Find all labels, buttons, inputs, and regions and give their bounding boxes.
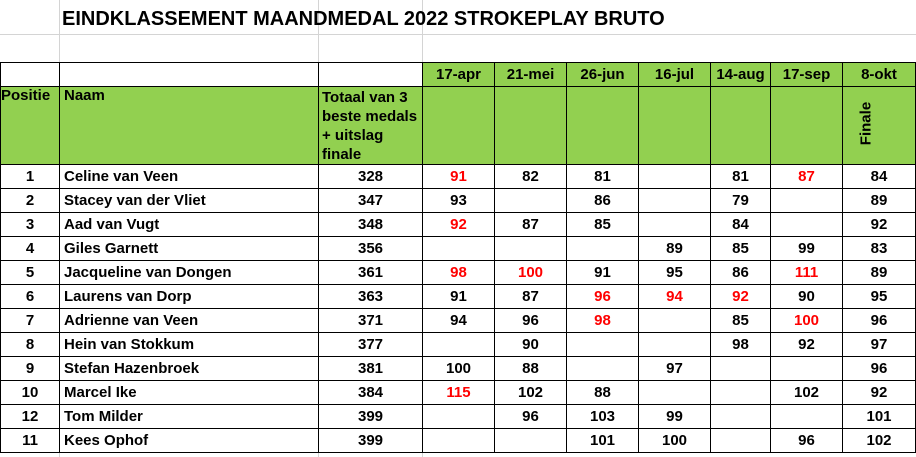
score-cell[interactable] — [567, 237, 639, 261]
score-cell[interactable]: 96 — [567, 285, 639, 309]
date-header[interactable]: 26-jun — [567, 63, 639, 87]
score-cell[interactable] — [639, 309, 711, 333]
total-cell[interactable]: 361 — [319, 261, 423, 285]
score-cell[interactable]: 81 — [711, 165, 771, 189]
positie-header[interactable]: Positie — [1, 87, 60, 165]
score-cell[interactable]: 96 — [495, 309, 567, 333]
total-cell[interactable]: 328 — [319, 165, 423, 189]
totaal-header[interactable]: Totaal van 3 beste medals + uitslag finale — [319, 87, 423, 165]
score-cell[interactable]: 90 — [771, 285, 843, 309]
score-cell[interactable] — [423, 429, 495, 453]
empty-header-cell[interactable] — [639, 87, 711, 165]
score-cell[interactable]: 92 — [771, 333, 843, 357]
score-cell[interactable] — [771, 405, 843, 429]
score-cell[interactable]: 92 — [423, 213, 495, 237]
table-row — [1, 189, 916, 213]
score-cell[interactable]: 94 — [639, 285, 711, 309]
score-cell[interactable]: 102 — [771, 381, 843, 405]
position-cell[interactable]: 4 — [1, 237, 60, 261]
total-cell[interactable]: 399 — [319, 405, 423, 429]
score-cell[interactable]: 85 — [711, 237, 771, 261]
score-cell[interactable] — [711, 381, 771, 405]
table-row — [1, 285, 916, 309]
position-cell[interactable]: 5 — [1, 261, 60, 285]
score-cell[interactable] — [423, 405, 495, 429]
table-row — [1, 165, 916, 189]
table-row — [1, 381, 916, 405]
position-cell[interactable]: 10 — [1, 381, 60, 405]
position-cell[interactable]: 8 — [1, 333, 60, 357]
date-header[interactable]: 17-apr — [423, 63, 495, 87]
total-cell[interactable]: 371 — [319, 309, 423, 333]
total-cell[interactable]: 384 — [319, 381, 423, 405]
score-cell[interactable]: 92 — [843, 381, 916, 405]
score-cell[interactable] — [495, 189, 567, 213]
total-cell[interactable]: 377 — [319, 333, 423, 357]
player-name-cell[interactable]: Tom Milder — [60, 405, 319, 429]
score-cell[interactable] — [711, 429, 771, 453]
date-header[interactable]: 21-mei — [495, 63, 567, 87]
score-cell[interactable]: 81 — [567, 165, 639, 189]
player-name-cell[interactable]: Celine van Veen — [60, 165, 319, 189]
empty-header-cell[interactable] — [771, 87, 843, 165]
finale-header[interactable] — [843, 87, 916, 165]
score-cell[interactable] — [567, 357, 639, 381]
score-cell[interactable] — [639, 165, 711, 189]
score-cell[interactable]: 87 — [495, 213, 567, 237]
score-cell[interactable]: 115 — [423, 381, 495, 405]
finale-label: Finale — [857, 101, 875, 146]
score-cell[interactable]: 91 — [423, 285, 495, 309]
table-row — [1, 309, 916, 333]
score-cell[interactable]: 99 — [771, 237, 843, 261]
score-cell[interactable] — [639, 189, 711, 213]
date-header[interactable]: 8-okt — [843, 63, 916, 87]
score-cell[interactable] — [711, 357, 771, 381]
total-cell[interactable]: 356 — [319, 237, 423, 261]
date-header[interactable]: 16-jul — [639, 63, 711, 87]
player-name-cell[interactable]: Stefan Hazenbroek — [60, 357, 319, 381]
score-cell[interactable] — [771, 189, 843, 213]
position-cell[interactable]: 7 — [1, 309, 60, 333]
score-cell[interactable]: 98 — [567, 309, 639, 333]
position-cell[interactable]: 9 — [1, 357, 60, 381]
score-cell[interactable]: 89 — [639, 237, 711, 261]
score-cell[interactable]: 84 — [843, 165, 916, 189]
naam-header[interactable]: Naam — [60, 87, 319, 165]
score-cell[interactable] — [771, 357, 843, 381]
score-cell[interactable]: 85 — [711, 309, 771, 333]
score-cell[interactable]: 87 — [495, 285, 567, 309]
player-name-cell[interactable]: Jacqueline van Dongen — [60, 261, 319, 285]
position-cell[interactable]: 3 — [1, 213, 60, 237]
player-name-cell[interactable]: Stacey van der Vliet — [60, 189, 319, 213]
score-cell[interactable] — [639, 381, 711, 405]
score-cell[interactable] — [495, 237, 567, 261]
score-cell[interactable]: 90 — [495, 333, 567, 357]
score-cell[interactable]: 89 — [843, 261, 916, 285]
player-name-cell[interactable]: Laurens van Dorp — [60, 285, 319, 309]
score-cell[interactable]: 91 — [423, 165, 495, 189]
score-cell[interactable]: 99 — [639, 405, 711, 429]
table-row — [1, 213, 916, 237]
player-name-cell[interactable]: Aad van Vugt — [60, 213, 319, 237]
score-cell[interactable]: 98 — [423, 261, 495, 285]
score-cell[interactable] — [639, 333, 711, 357]
ranking-rows — [1, 165, 916, 453]
score-cell[interactable]: 86 — [711, 261, 771, 285]
total-cell[interactable]: 363 — [319, 285, 423, 309]
date-header[interactable]: 14-aug — [711, 63, 771, 87]
score-cell[interactable]: 93 — [423, 189, 495, 213]
player-name-cell[interactable]: Giles Garnett — [60, 237, 319, 261]
score-cell[interactable]: 95 — [843, 285, 916, 309]
gridline — [0, 34, 916, 35]
score-cell[interactable] — [423, 237, 495, 261]
score-cell[interactable]: 92 — [843, 213, 916, 237]
score-cell[interactable] — [567, 333, 639, 357]
empty-cell[interactable] — [1, 63, 60, 87]
empty-header-cell[interactable] — [567, 87, 639, 165]
empty-header-cell[interactable] — [423, 87, 495, 165]
position-cell[interactable]: 12 — [1, 405, 60, 429]
position-cell[interactable]: 6 — [1, 285, 60, 309]
label-header-row — [1, 87, 916, 165]
score-cell[interactable]: 100 — [423, 357, 495, 381]
score-cell[interactable] — [423, 333, 495, 357]
score-cell[interactable]: 95 — [639, 261, 711, 285]
score-cell[interactable]: 100 — [771, 309, 843, 333]
score-cell[interactable] — [771, 213, 843, 237]
sheet-title[interactable]: EINDKLASSEMENT MAANDMEDAL 2022 STROKEPLAY BRUTO — [62, 8, 665, 30]
player-name-cell[interactable]: Marcel Ike — [60, 381, 319, 405]
score-cell[interactable]: 96 — [843, 357, 916, 381]
player-name-cell[interactable]: Kees Ophof — [60, 429, 319, 453]
score-cell[interactable]: 100 — [639, 429, 711, 453]
date-header[interactable]: 17-sep — [771, 63, 843, 87]
position-cell[interactable]: 11 — [1, 429, 60, 453]
date-header-row — [1, 63, 916, 87]
score-cell[interactable]: 82 — [495, 165, 567, 189]
empty-cell[interactable] — [60, 63, 319, 87]
score-cell[interactable]: 83 — [843, 237, 916, 261]
score-cell[interactable]: 103 — [567, 405, 639, 429]
position-cell[interactable]: 1 — [1, 165, 60, 189]
total-cell[interactable]: 381 — [319, 357, 423, 381]
player-name-cell[interactable]: Adrienne van Veen — [60, 309, 319, 333]
score-cell[interactable]: 101 — [567, 429, 639, 453]
score-cell[interactable] — [639, 213, 711, 237]
score-cell[interactable] — [495, 429, 567, 453]
score-cell[interactable]: 111 — [771, 261, 843, 285]
score-cell[interactable]: 96 — [495, 405, 567, 429]
total-cell[interactable]: 347 — [319, 189, 423, 213]
score-cell[interactable]: 98 — [711, 333, 771, 357]
score-cell[interactable]: 88 — [567, 381, 639, 405]
empty-header-cell[interactable] — [495, 87, 567, 165]
score-cell[interactable]: 96 — [843, 309, 916, 333]
table-row — [1, 405, 916, 429]
score-cell[interactable]: 96 — [771, 429, 843, 453]
table-row — [1, 357, 916, 381]
score-cell[interactable]: 102 — [843, 429, 916, 453]
table-row — [1, 429, 916, 453]
score-cell[interactable]: 97 — [639, 357, 711, 381]
score-cell[interactable]: 88 — [495, 357, 567, 381]
table-row — [1, 237, 916, 261]
player-name-cell[interactable]: Hein van Stokkum — [60, 333, 319, 357]
empty-cell[interactable] — [319, 63, 423, 87]
ranking-table — [0, 62, 916, 453]
score-cell[interactable]: 79 — [711, 189, 771, 213]
empty-header-cell[interactable] — [711, 87, 771, 165]
score-cell[interactable]: 102 — [495, 381, 567, 405]
total-cell[interactable]: 399 — [319, 429, 423, 453]
total-cell[interactable]: 348 — [319, 213, 423, 237]
score-cell[interactable]: 86 — [567, 189, 639, 213]
table-row — [1, 333, 916, 357]
score-cell[interactable] — [711, 405, 771, 429]
score-cell[interactable]: 94 — [423, 309, 495, 333]
score-cell[interactable]: 85 — [567, 213, 639, 237]
score-cell[interactable]: 101 — [843, 405, 916, 429]
score-cell[interactable]: 89 — [843, 189, 916, 213]
score-cell[interactable]: 92 — [711, 285, 771, 309]
score-cell[interactable]: 97 — [843, 333, 916, 357]
score-cell[interactable]: 87 — [771, 165, 843, 189]
score-cell[interactable]: 84 — [711, 213, 771, 237]
score-cell[interactable]: 100 — [495, 261, 567, 285]
table-row — [1, 261, 916, 285]
position-cell[interactable]: 2 — [1, 189, 60, 213]
score-cell[interactable]: 91 — [567, 261, 639, 285]
